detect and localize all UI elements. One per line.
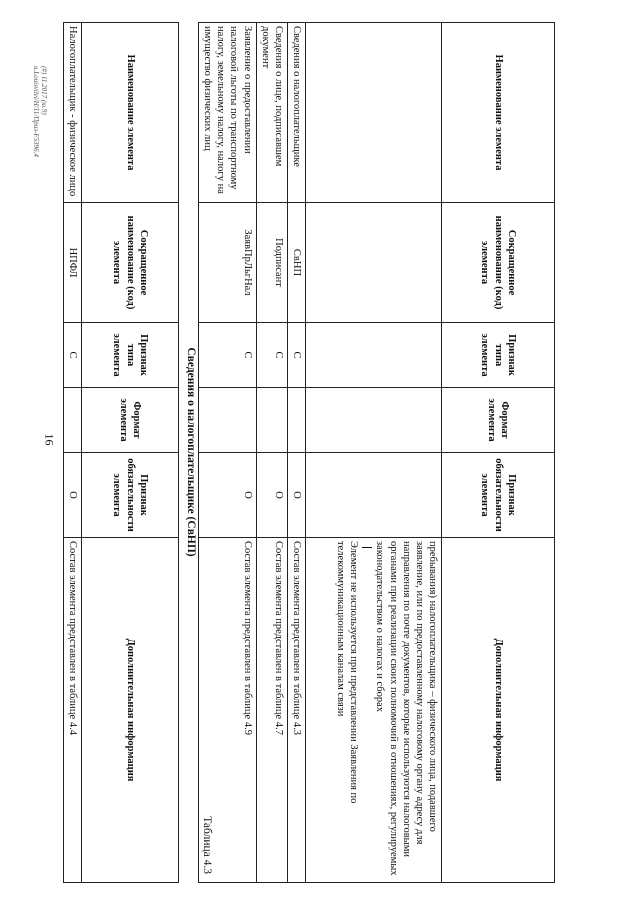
table-header-row [82,23,179,883]
section-caption: Сведения о налогоплательщике (СвНП) [185,347,197,557]
cell-required: О [287,453,305,538]
cell-info: Состав элемента представлен в таблице 4.4 [63,538,81,883]
header-info: Дополнительная информация [82,538,179,883]
header-format: Формат элемента [82,388,179,453]
header-code: Сокращенное наименование (код) элемента [442,203,555,323]
header-name: Наименование элемента [82,23,179,203]
header-code: Сокращенное наименование (код) элемента [82,203,179,323]
cell-format [63,388,81,453]
header-info: Дополнительная информация [442,538,555,883]
continuation-text: пребывания) налогоплательщика – физического лица, подавшего заявление, или по предоставленному налоговому органу адресу для направления по почте документов, которые используются налоговыми органами при реализации своих полномочий в отношениях, регулируемых законодательством о налогах и сборах [374,541,438,876]
header-required: Признак обязательности элемента [442,453,555,538]
registration-stamp [32,66,47,157]
cell-code: НПФЛ [63,203,81,323]
table-row [256,23,287,883]
cell-code: Подписант [256,203,287,323]
cell-info: Состав элемента представлен в таблице 4.9 [199,538,257,883]
cell-format [306,388,442,453]
cell-info: Состав элемента представлен в таблице 4.3 [287,538,305,883]
cell-info [306,538,442,883]
cell-name: Сведения о налогоплательщике [287,23,305,203]
header-type: Признак типа элемента [82,323,179,388]
taxpayer-table [63,22,179,883]
cell-type: С [256,323,287,388]
table-header-row [442,23,555,883]
cell-required: О [256,453,287,538]
table-label: Таблица 4.3 [201,816,213,874]
cell-name [306,23,442,203]
cell-format [287,388,305,453]
cell-type [306,323,442,388]
cell-format [256,388,287,453]
cell-name: Заявление о предоставлении налоговой льготы по транспортному налогу, земельному налогу, налогу на имущество физических лиц [199,23,257,203]
elements-table [198,22,555,883]
stamp-line-1: (#) 11.2017 (ю.9) [40,66,48,115]
header-required: Признак обязательности элемента [82,453,179,538]
cell-code: ЗаявПрЛьгНал [199,203,257,323]
header-format: Формат элемента [442,388,555,453]
header-type: Признак типа элемента [442,323,555,388]
cell-type: С [199,323,257,388]
table-row [63,23,81,883]
header-name: Наименование элемента [442,23,555,203]
cell-code: СвНП [287,203,305,323]
cell-required: О [63,453,81,538]
stamp-line-2: и.Louisvilei/H/11/Приз-F5396.4 [32,66,41,157]
table-row [199,23,257,883]
text-cursor-mark [362,547,372,548]
cell-required: О [199,453,257,538]
continuation-text-2: Элемент не используется при представлении Заявления по телекоммуникационным каналам связи [335,541,360,804]
page-number: 16 [42,433,57,446]
table-row [287,23,305,883]
cell-name: Налогоплательщик - физическое лицо [63,23,81,203]
cell-code [306,203,442,323]
cell-type: С [287,323,305,388]
cell-name: Сведения о лице, подписавшем документ [256,23,287,203]
cell-type: С [63,323,81,388]
rotated-page [32,22,555,882]
cell-info: Состав элемента представлен в таблице 4.7 [256,538,287,883]
cell-required [306,453,442,538]
cell-format [199,388,257,453]
table-row [306,23,442,883]
